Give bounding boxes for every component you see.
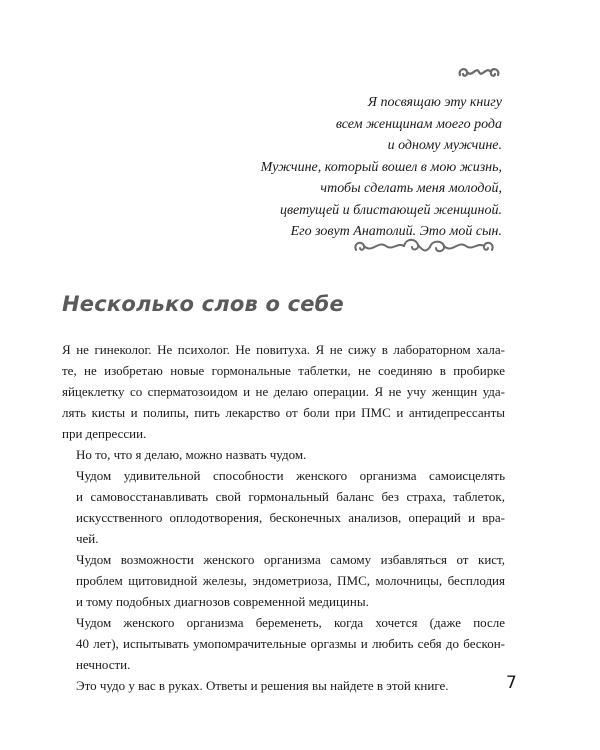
section-title: Несколько слов о себе <box>62 292 344 316</box>
text-line: Это чудо у вас в руках. Ответы и решения вы найдете в этой книге. <box>76 678 449 693</box>
text-line: Но то, что я делаю, можно назвать чудом. <box>76 447 307 462</box>
text-line: те, не изобретаю новые гормональные таблетки, не соединяю в пробирке <box>62 363 505 378</box>
text-line: искусственного оплодотворения, бесконечных анализов, операций и вра- <box>76 510 505 525</box>
paragraph <box>62 465 505 549</box>
dedication-line: и одному мужчине. <box>387 138 502 153</box>
paragraph <box>62 444 505 465</box>
text-line: чей. <box>76 531 99 546</box>
dedication-line: всем женщинам моего рода <box>335 116 502 132</box>
text-line: Я не гинеколог. Не психолог. Не повитуха. Я не сижу в лабораторном хала- <box>62 342 505 357</box>
text-line: 40 лет), испытывать умопомрачительные оргазмы и любить себя до бескон- <box>76 636 505 651</box>
text-line: нечности. <box>76 657 131 672</box>
body-text <box>62 339 505 696</box>
text-line: Чудом возможности женского организма самому избавляться от кист, <box>76 552 505 567</box>
paragraph <box>62 339 505 444</box>
ornament-swirl-small-icon <box>454 58 504 88</box>
text-line: и тому подобных диагнозов современной медицины. <box>76 594 369 609</box>
paragraph <box>62 549 505 612</box>
text-line: лять кисты и полипы, пить лекарство от боли при ПМС и антидепрессанты <box>62 405 505 420</box>
text-line: при депрессии. <box>62 426 147 441</box>
text-line: Чудом женского организма беременеть, когда хочется (даже после <box>76 615 505 630</box>
dedication-line: Его зовут Анатолий. Это мой сын. <box>290 224 502 239</box>
dedication-line: Я посвящаю эту книгу <box>367 95 502 110</box>
dedication-line: цветущей и блистающей женщиной. <box>279 202 502 218</box>
text-line: Чудом удивительной способности женского организма самоисцелять <box>76 468 505 483</box>
text-line: яйцеклетку со сперматозоидом и не делаю операции. Я не учу женщин уда- <box>62 384 505 399</box>
text-line: и самовосстанавливать свой гормональный баланс без страха, таблеток, <box>76 489 505 504</box>
dedication-line: чтобы сделать меня молодой, <box>320 181 502 196</box>
dedication <box>182 92 502 243</box>
paragraph <box>62 675 505 696</box>
text-line: проблем щитовидной железы, эндометриоза, ПМС, молочницы, бесплодия <box>76 573 505 588</box>
dedication-line: Мужчине, который вошел в мою жизнь, <box>260 159 502 175</box>
paragraph <box>62 612 505 675</box>
ornament-flourish-icon <box>352 234 496 260</box>
page-number: 7 <box>506 673 517 693</box>
